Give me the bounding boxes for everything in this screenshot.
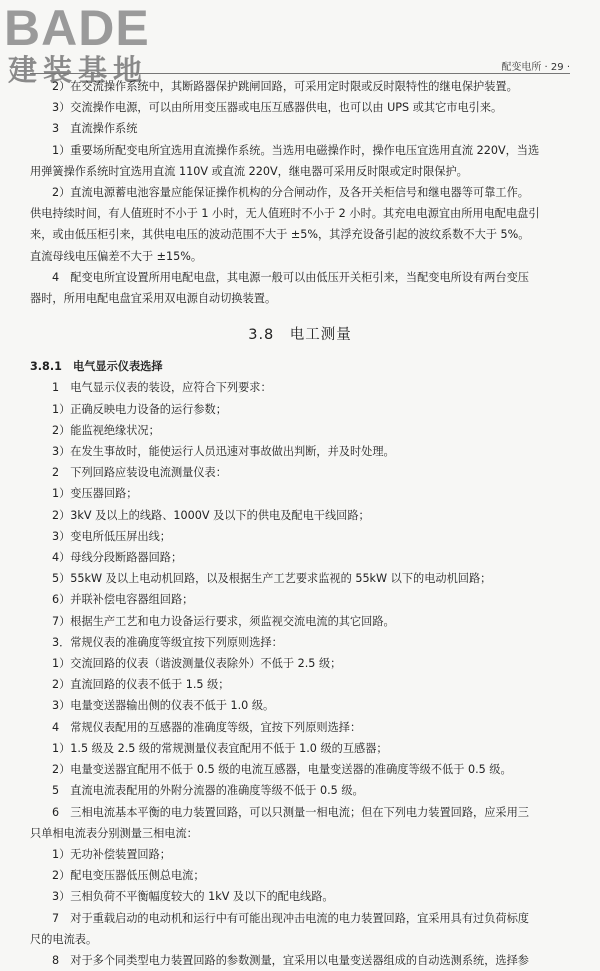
list-item: 1）变压器回路； xyxy=(52,487,138,501)
list-item: 1）无功补偿装置回路； xyxy=(52,847,171,861)
list-item: 1）正确反映电力设备的运行参数； xyxy=(52,402,227,416)
paragraph: 来，或由低压柜引来，其供电电压的波动范围不大于 ±5%，其浮充设备引起的波纹系数不大于 5%。 xyxy=(30,228,530,242)
paragraph: 4 配变电所宜设置所用电配电盘，其电源一般可以由低压开关柜引来，当配变电所设有两台变压 xyxy=(52,270,529,284)
header-rule xyxy=(30,73,570,74)
list-item: 7 对于重载启动的电动机和运行中有可能出现冲击电流的电力装置回路，宜采用具有过负荷标度 xyxy=(52,911,529,925)
paragraph: 器时，所用电配电盘宜采用双电源自动切换装置。 xyxy=(30,292,277,306)
paragraph: 3）交流操作电源，可以由所用变压器或电压互感器供电，也可以由 UPS 或其它市电引来。 xyxy=(52,101,503,115)
list-item: 4 常规仪表配用的互感器的准确度等级，宜按下列原则选择： xyxy=(52,720,362,734)
list-item: 8 对于多个同类型电力装置回路的参数测量，宜采用以电量变送器组成的自动选测系统，选择参 xyxy=(52,953,529,967)
paragraph: 1）重要场所配变电所宜选用直流操作系统。当选用电磁操作时，操作电压宜选用直流 220V，当选 xyxy=(52,143,540,157)
list-item: 5 直流电流表配用的外附分流器的准确度等级不低于 0.5 级。 xyxy=(52,784,364,798)
list-item: 3）三相负荷不平衡幅度较大的 1kV 及以下的配电线路。 xyxy=(52,890,334,904)
list-item: 3）变电所低压屏出线； xyxy=(52,529,171,543)
list-item: 1）交流回路的仪表（谐波测量仪表除外）不低于 2.5 级； xyxy=(52,657,342,671)
paragraph: 直流母线电压偏差不大于 ±15%。 xyxy=(30,249,203,263)
paragraph: 用弹簧操作系统时宜选用直流 110V 或直流 220V，继电器可采用反时限或定时限保护。 xyxy=(30,164,468,178)
list-item: 2）能监视绝缘状况； xyxy=(52,423,160,437)
list-item: 2）3kV 及以上的线路、1000V 及以下的供电及配电干线回路； xyxy=(52,508,370,522)
list-item: 1）1.5 级及 2.5 级的常规测量仪表宜配用不低于 1.0 级的互感器； xyxy=(52,741,388,755)
list-item: 3）在发生事故时，能使运行人员迅速对事故做出判断，并及时处理。 xyxy=(52,445,395,459)
clause-heading: 3.8.1 电气显示仪表选择 xyxy=(30,360,163,374)
running-head: 配变电所 · 29 · xyxy=(501,62,570,73)
list-item: 7）根据生产工艺和电力设备运行要求，须监视交流电流的其它回路。 xyxy=(52,614,395,628)
list-item: 2 下列回路应装设电流测量仪表： xyxy=(52,466,227,480)
list-item: 6）并联补偿电容器组回路； xyxy=(52,593,194,607)
list-item: 3）电量变送器输出侧的仪表不低于 1.0 级。 xyxy=(52,699,275,713)
list-item: 3．常规仪表的准确度等级宜按下列原则选择： xyxy=(52,635,283,649)
logo-subtitle: 建装基地 xyxy=(8,53,149,87)
subheading: 3 直流操作系统 xyxy=(52,122,138,136)
list-item: 5）55kW 及以上电动机回路，以及根据生产工艺要求监视的 55kW 以下的电动机回路； xyxy=(52,572,492,586)
paragraph: 2）直流电源蓄电池容量应能保证操作机构的分合闸动作，及各开关柜信号和继电器等可靠工作。 xyxy=(52,186,529,200)
paragraph: 2）在交流操作系统中，其断路器保护跳闸回路，可采用定时限或反时限特性的继电保护装置。 xyxy=(52,80,518,93)
logo-word: BADE xyxy=(4,0,150,56)
list-item: 6 三相电流基本平衡的电力装置回路，可以只测量一相电流；但在下列电力装置回路，应采用三 xyxy=(52,805,529,819)
list-item: 4）母线分段断路器回路； xyxy=(52,551,183,565)
list-item: 2）电量变送器宜配用不低于 0.5 级的电流互感器，电量变送器的准确度等级不低于 0.5 级。 xyxy=(52,763,512,777)
section-title: 3.8 电工测量 xyxy=(248,327,352,344)
page-body xyxy=(30,76,570,971)
list-item: 1 电气显示仪表的装设，应符合下列要求： xyxy=(52,381,272,395)
list-item: 2）直流回路的仪表不低于 1.5 级； xyxy=(52,678,230,692)
list-item: 2）配电变压器低压侧总电流； xyxy=(52,869,205,883)
list-item: 尺的电流表。 xyxy=(30,932,98,946)
paragraph: 供电持续时间，有人值班时不小于 1 小时，无人值班时不小于 2 小时。其充电电源宜由所用电配电盘引 xyxy=(30,207,540,221)
list-item: 只单相电流表分别测量三相电流： xyxy=(30,826,198,840)
